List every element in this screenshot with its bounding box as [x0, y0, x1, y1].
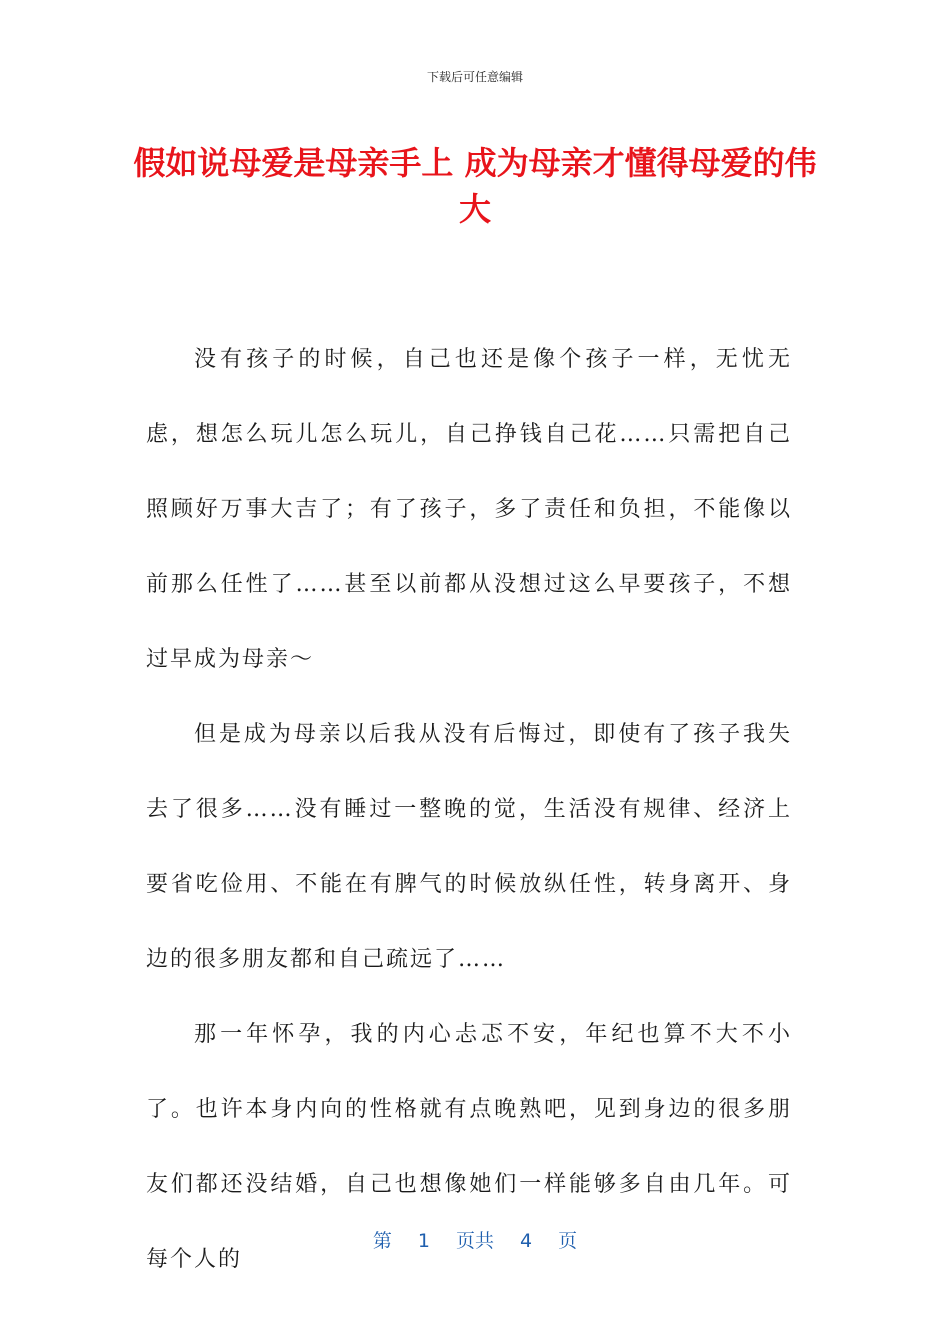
paragraph-1: 没有孩子的时候，自己也还是像个孩子一样，无忧无虑，想怎么玩儿怎么玩儿，自己挣钱自己花……只需把自己照顾好万事大吉了；有了孩子，多了责任和负担，不能像以前那么任性了……甚至以前都从没想过这么早要孩子，不想过早成为母亲～ — [146, 347, 792, 672]
footer-total-suffix: 页 — [558, 1230, 578, 1252]
document-body — [146, 322, 792, 1297]
footer-page-prefix: 第 — [372, 1230, 392, 1252]
page-footer — [0, 1226, 950, 1253]
paragraph-3: 那一年怀孕，我的内心忐忑不安，年纪也算不大不小了。也许本身内向的性格就有点晚熟吧，见到身边的很多朋友们都还没结婚，自己也想像她们一样能够多自由几年。可每个人的 — [146, 1022, 792, 1272]
header-note: 下载后可任意编辑 — [426, 70, 523, 84]
footer-page-number: 1 — [417, 1230, 430, 1252]
footer-page-suffix: 页共 — [455, 1230, 494, 1252]
document-title: 假如说母爱是母亲手上 成为母亲才懂得母爱的伟大 — [133, 144, 817, 228]
footer-total-pages: 4 — [520, 1230, 533, 1252]
paragraph-2: 但是成为母亲以后我从没有后悔过，即使有了孩子我失去了很多……没有睡过一整晚的觉，生活没有规律、经济上要省吃俭用、不能在有脾气的时候放纵任性，转身离开、身边的很多朋友都和自己疏远了…… — [146, 722, 792, 972]
